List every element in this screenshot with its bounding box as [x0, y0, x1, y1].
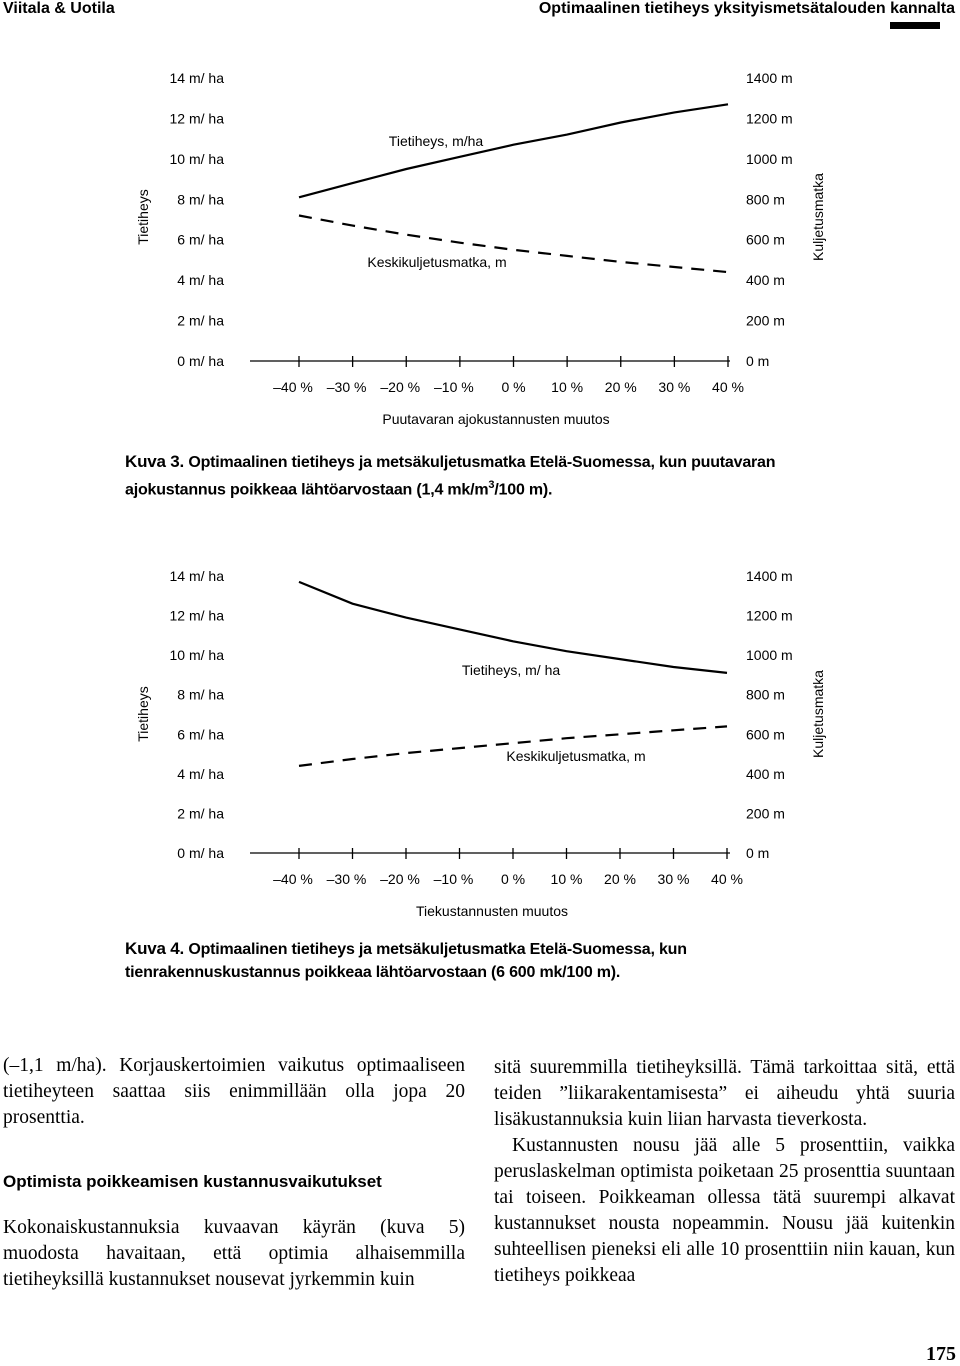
paragraph: (–1,1 m/ha). Korjauskertoimien vaikutus optimaaliseen tietiheyteen saattaa siis enimmillään olla jopa 20 prosenttia.	[3, 1055, 465, 1128]
y-right-tick-label: 0 m	[746, 845, 770, 861]
left-text-column	[3, 1053, 465, 1293]
x-tick-label: –30 %	[326, 871, 367, 887]
y-left-tick-label: 14 m/ ha	[169, 70, 224, 86]
y-left-tick-label: 12 m/ ha	[169, 110, 224, 127]
solid-series-label: Tietiheys, m/ha	[388, 133, 484, 149]
solid-series-line	[299, 104, 728, 197]
y-left-tick-label: 0 m/ ha	[177, 353, 224, 369]
x-tick-label: 0 %	[500, 871, 526, 887]
running-header-authors: Viitala & Uotila	[3, 0, 115, 17]
x-tick-label: 30 %	[658, 379, 691, 395]
x-tick-label: –10 %	[434, 379, 474, 395]
y-right-tick-label: 800 m	[746, 686, 785, 703]
right-axis-title: Kuljetusmatka	[810, 173, 826, 261]
y-right-tick-label: 600 m	[746, 231, 785, 248]
dashed-series-line	[299, 216, 728, 273]
running-header-title: Optimaalinen tietiheys yksityismetsätalouden kannalta	[538, 0, 955, 17]
x-tick-label: 20 %	[604, 871, 636, 887]
solid-series-label: Tietiheys, m/ ha	[461, 662, 561, 678]
x-tick-label: –10 %	[433, 871, 474, 887]
y-left-tick-label: 6 m/ ha	[177, 726, 224, 743]
y-right-tick-label: 400 m	[746, 765, 785, 782]
header-rule	[890, 22, 940, 29]
y-left-tick-label: 10 m/ ha	[169, 150, 224, 167]
caption-label: Kuva 3.	[125, 452, 185, 471]
y-left-tick-label: 8 m/ ha	[177, 686, 224, 703]
paragraph: sitä suuremmilla tietiheyksillä. Tämä tarkoittaa sitä, että teiden ”liikarakentamisesta” ei aiheudu yhtä suuria lisäkustannuksia kuin liian harvasta tieverkosta.	[494, 1057, 955, 1130]
y-right-tick-label: 1000 m	[746, 150, 793, 167]
y-left-tick-label: 4 m/ ha	[177, 765, 224, 782]
caption-text: Optimaalinen tietiheys ja metsäkuljetusmatka Etelä-Suomessa, kun puutavaran ajokustannus poikkeaa lähtöarvostaan (1,4 mk/m	[125, 454, 776, 499]
x-tick-label: 20 %	[604, 379, 637, 395]
left-axis-title: Tietiheys	[135, 189, 151, 245]
x-tick-label: 0 %	[501, 379, 526, 395]
y-left-tick-label: 12 m/ ha	[169, 607, 224, 624]
y-right-tick-label: 400 m	[746, 272, 785, 289]
x-axis-title: Tiekustannusten muutos	[415, 903, 569, 919]
x-tick-label: 40 %	[711, 871, 743, 887]
y-right-tick-label: 1200 m	[746, 607, 793, 624]
plot-area	[250, 582, 730, 859]
right-axis-title: Kuljetusmatka	[810, 670, 826, 758]
y-right-tick-label: 600 m	[746, 726, 785, 743]
y-left-tick-label: 2 m/ ha	[177, 312, 224, 329]
caption-superscript: 3	[488, 479, 495, 491]
x-tick-label: –40 %	[273, 871, 313, 887]
dashed-series-label: Keskikuljetusmatka, m	[506, 748, 646, 764]
y-left-tick-label: 6 m/ ha	[177, 231, 224, 248]
x-tick-label: –20 %	[380, 871, 420, 887]
y-right-tick-label: 1400 m	[746, 70, 793, 86]
caption-text-end: /100 m).	[494, 481, 553, 499]
y-right-tick-label: 1200 m	[746, 110, 793, 127]
figure-3-chart	[0, 60, 960, 440]
y-right-tick-label: 1000 m	[746, 647, 793, 664]
y-right-tick-label: 200 m	[746, 805, 785, 822]
x-tick-label: 30 %	[657, 871, 690, 887]
y-right-tick-label: 800 m	[746, 191, 785, 208]
y-right-tick-label: 0 m	[746, 353, 770, 369]
plot-area	[250, 104, 730, 367]
x-axis-title: Puutavaran ajokustannusten muutos	[382, 411, 610, 427]
y-left-tick-label: 10 m/ ha	[169, 647, 224, 664]
x-tick-label: –30 %	[326, 379, 367, 395]
y-left-tick-label: 0 m/ ha	[177, 845, 224, 861]
x-tick-label: 10 %	[550, 871, 583, 887]
right-text-column	[494, 1055, 955, 1289]
figure-3-caption	[125, 450, 845, 501]
y-right-tick-label: 1400 m	[746, 568, 793, 584]
y-left-tick-label: 14 m/ ha	[169, 568, 224, 584]
x-tick-label: –40 %	[273, 379, 313, 395]
x-tick-label: –20 %	[380, 379, 421, 395]
y-left-tick-label: 8 m/ ha	[177, 191, 224, 208]
section-heading: Optimista poikkeamisen kustannusvaikutukset	[3, 1172, 382, 1191]
y-left-tick-label: 2 m/ ha	[177, 805, 224, 822]
y-right-tick-label: 200 m	[746, 312, 785, 329]
figure-4-chart	[0, 556, 960, 926]
caption-label: Kuva 4.	[125, 939, 185, 958]
caption-text: Optimaalinen tietiheys ja metsäkuljetusmatka Etelä-Suomessa, kun tienrakennuskustannus poikkeaa lähtöarvostaan (6 600 mk/100 m).	[125, 941, 687, 981]
paragraph: Kokonaiskustannuksia kuvaavan käyrän (kuva 5) muodosta havaitaan, että optimia alhaisemmilla tietiheyksillä kustannukset nousevat jyrkemmin kuin	[3, 1217, 465, 1290]
dashed-series-label: Keskikuljetusmatka, m	[367, 254, 507, 270]
page-number: 175	[926, 1343, 956, 1365]
paragraph: Kustannusten nousu jää alle 5 prosenttiin, vaikka peruslaskelman optimista poiketaan 25 prosenttia suuntaan tai toiseen. Poikkeaman ollessa tätä suurempi alkavat kustannukset nousta nopeammin. Nousu jää kuitenkin suhteellisen pieneksi eli alle 10 prosenttiin niin kauan, kun tietiheys poikkeaa	[494, 1135, 955, 1286]
x-tick-label: 10 %	[551, 379, 584, 395]
figure-4-caption	[125, 937, 845, 984]
solid-series-line	[299, 582, 727, 673]
left-axis-title: Tietiheys	[135, 686, 151, 742]
x-tick-label: 40 %	[712, 379, 744, 395]
y-left-tick-label: 4 m/ ha	[177, 272, 224, 289]
